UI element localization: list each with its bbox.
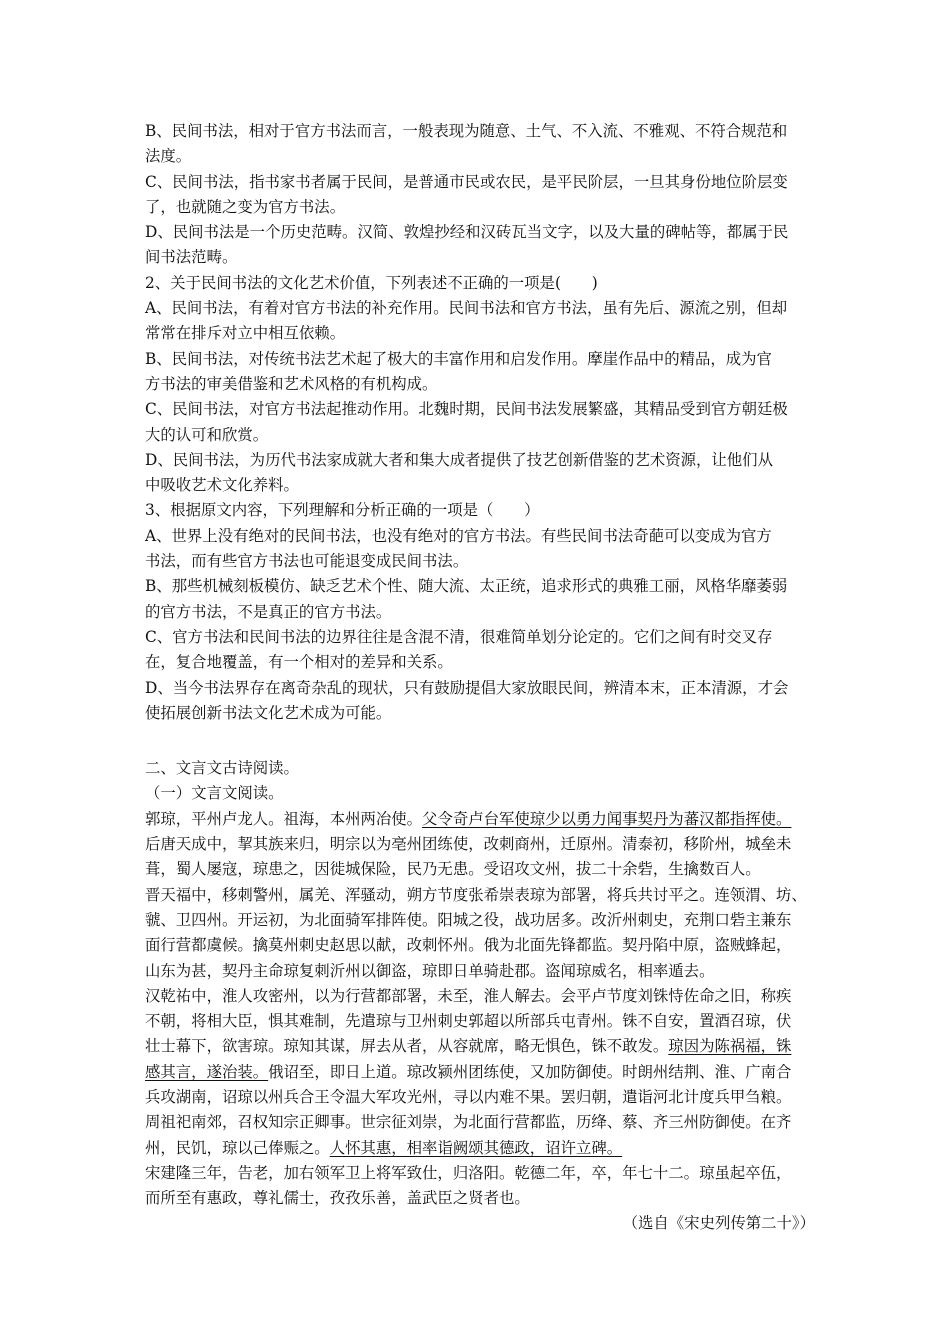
passage-line-8: 汉乾祐中，淮人攻密州，以为行营都部署，未至，淮人解去。会平卢节度刘铢恃佐命之旧，称疾 [145,986,792,1005]
q2-stem: 2、关于民间书法的文化艺术价值，下列表述不正确的一项是( ) [145,273,598,292]
q3-option-c-line-2: 在，复合地覆盖，有一个相对的差异和关系。 [145,653,453,672]
question-1-options [145,119,820,271]
q1-option-b-line-1: B、民间书法，相对于官方书法而言，一般表现为随意、土气、不入流、不雅观、不符合规范和 [145,122,788,140]
q3-stem: 3、根据原文内容，下列理解和分析正确的一项是（ ） [145,501,540,520]
passage-line-15: 宋建隆三年，告老，加右领军卫上将军致仕，归洛阳。乾德二年，卒，年七十二。琼虽起卒伍， [145,1163,792,1182]
q2-option-a-line-2: 常常在排斥对立中相互依赖。 [145,324,346,343]
passage-text: 郭琼，平州卢龙人。祖海，本州两冶使。 [145,809,423,828]
q1-option-c-line-1: C、民间书法，指书家书者属于民间，是普通市民或农民，是平民阶层，一旦其身份地位阶层变 [145,172,788,191]
passage-line-2: 后唐天成中，挈其族来归，明宗以为亳州团练使，改刺商州，迁原州。清泰初，移阶州，城垒未 [145,835,792,854]
q3-option-d-line-1: D、当今书法界存在离奇杂乱的现状，只有鼓励提倡大家放眼民间，辨清本末，正本清源，才会 [145,678,789,697]
q3-option-c-line-1: C、官方书法和民间书法的边界往往是含混不清，很难简单划分论定的。它们之间有时交叉存 [145,627,773,646]
underlined-sentence: 琼因为陈祸福，铢 [668,1037,792,1056]
underlined-sentence: 父令奇卢台军使琼少以勇力闻事契丹为蕃汉都指挥使。 [422,809,792,828]
passage-source: （选自《宋史列传第二十》） [622,1214,815,1233]
q3-option-b-line-2: 的官方书法，不是真正的官方书法。 [145,602,392,621]
passage-line-13: 周祖祀南郊，召权知宗正卿事。世宗征刘崇，为北面行营都监，历绛、蔡、齐三州防御使。在齐 [145,1113,792,1132]
passage-line-3: 葺，蜀人屡寇，琼患之，因徙城保险，民乃无患。受诏攻文州，拔二十余砦，生擒数百人。 [145,860,761,879]
q3-option-b-line-1: B、那些机械刻板模仿、缺乏艺术个性、随大流、太正统，追求形式的典雅工丽，风格华靡萎弱 [145,577,788,596]
q3-option-d-line-2: 使拓展创新书法文化艺术成为可能。 [145,703,392,722]
passage-line-1 [145,807,820,832]
q2-option-b-line-2: 方书法的审美借鉴和艺术风格的有机构成。 [145,374,438,393]
passage-text: 州，民饥，琼以己俸赈之。 [145,1138,330,1157]
passage-line-7: 山东为甚，契丹主命琼复刺沂州以御盗，琼即日单骑赴郡。盗闻琼威名，相率遁去。 [145,961,715,980]
section-2-subheading: （一）文言文阅读。 [145,784,284,803]
passage-line-14 [145,1136,820,1161]
q3-option-a-line-2: 书法，而有些官方书法也可能退变成民间书法。 [145,552,469,571]
q2-option-c-line-1: C、民间书法，对官方书法起推动作用。北魏时期，民间书法发展繁盛，其精品受到官方朝廷极 [145,400,788,419]
passage-line-16: 而所至有惠政，尊礼儒士，孜孜乐善，盖武臣之贤者也。 [145,1189,530,1208]
q2-option-d-line-1: D、民间书法，为历代书法家成就大者和集大成者提供了技艺创新借鉴的艺术资源，让他们从 [145,450,773,469]
q2-option-d-line-2: 中吸收艺术文化养料。 [145,476,299,495]
q1-option-c-line-2: 了，也就随之变为官方书法。 [145,197,346,216]
section-2-heading: 二、文言文古诗阅读。 [145,759,299,778]
passage-line-6: 面行营都虞候。擒莫州刺史赵思以献，改刺怀州。俄为北面先锋都监。契丹陷中原，盗贼蜂起， [145,936,792,955]
passage-line-5: 虢、卫四州。开运初，为北面骑军排阵使。阳城之役，战功居多。改沂州刺史，充荆口砦主兼东 [145,910,792,929]
q2-option-a-line-1: A、民间书法，有着对官方书法的补充作用。民间书法和官方书法，虽有先后、源流之别，但却 [145,299,788,318]
section-2 [145,756,820,807]
q1-option-d-line-1: D、民间书法是一个历史范畴。汉简、敦煌抄经和汉砖瓦当文字，以及大量的碑帖等，都属于民 [145,223,789,242]
q3-option-a-line-1: A、世界上没有绝对的民间书法，也没有绝对的官方书法。有些民间书法奇葩可以变成为官方 [145,526,772,545]
passage-line-12: 兵攻湖南，诏琼以州兵合王令温大军攻光州，寻以内难不果。罢归朝，遣诣河北计度兵甲刍粮。 [145,1087,792,1106]
passage-line-9: 不朝，将相大臣，惧其难制，先遣琼与卫州刺史郭超以所部兵屯青州。铢不自安，置酒召琼，伏 [145,1012,792,1031]
underlined-sentence: 感其言，遂治装。 [145,1062,269,1081]
q1-option-b-line-2: 法度。 [145,147,192,166]
question-3 [145,498,820,726]
q2-option-b-line-1: B、民间书法，对传统书法艺术起了极大的丰富作用和启发作用。摩崖作品中的精品，成为官 [145,349,772,368]
question-2 [145,271,820,499]
q1-option-d-line-2: 间书法范畴。 [145,248,238,267]
passage-line-4: 晋天福中，移刺警州，属羌、浑骚动，朔方节度张希崇表琼为部署，将兵共讨平之。连领渭、坊、 [145,885,807,904]
passage-text: 壮士幕下，欲害琼。琼知其谋，屏去从者，从容就席，略无惧色，铢不敢发。 [145,1037,669,1056]
section-spacer [145,726,820,756]
passage-text: 俄诏至，即日上道。琼改颍州团练使，又加防御使。时朗州结荆、淮、广南合 [268,1062,792,1081]
passage-line-11 [145,1060,820,1085]
passage-line-10 [145,1034,820,1059]
q2-option-c-line-2: 大的认可和欣赏。 [145,425,269,444]
classical-passage [145,807,820,1237]
underlined-sentence: 人怀其惠，相率诣阙颂其德政，诏许立碑。 [329,1138,623,1157]
